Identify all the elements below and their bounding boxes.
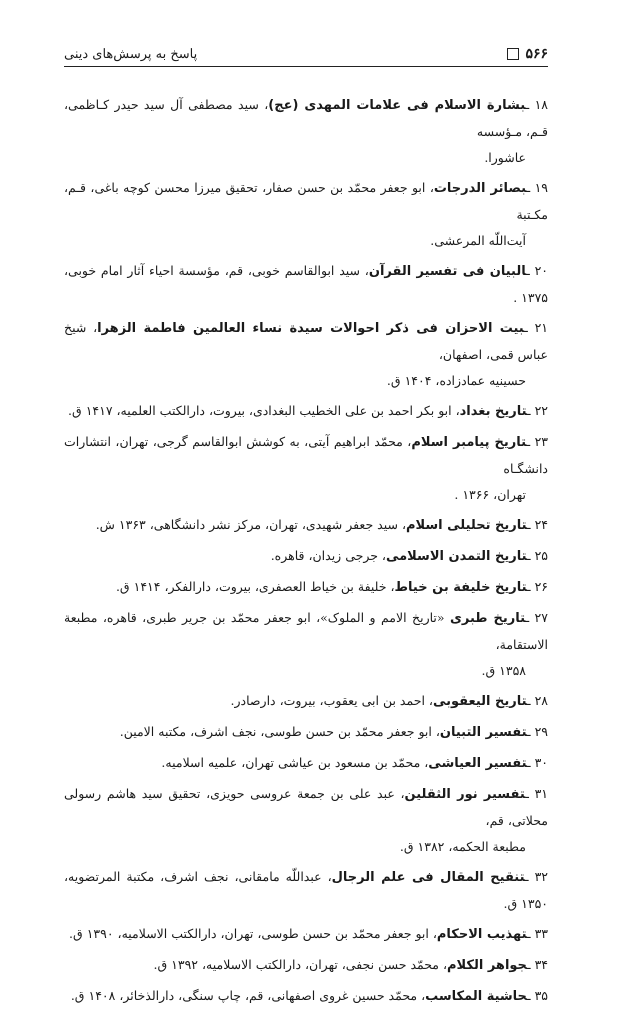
bibliography-entry <box>64 781 548 860</box>
entry-number: ۳۵ ـ <box>526 988 548 1003</box>
entry-details: ، سید جعفر شهیدی، تهران، مرکز نشر دانشگاهی، ۱۳۶۳ ش. <box>95 517 406 532</box>
entry-title: تاریخ التمدن الاسلامی <box>385 549 527 564</box>
bibliography-entry <box>64 983 548 1010</box>
entry-number: ۱۹ ـ <box>526 180 549 195</box>
entry-details: ، محمّد ابراهیم آیتی، به کوشش ابوالقاسم گرجی، تهران، انتشارات دانشگـاه <box>64 434 548 476</box>
entry-title: حاشیة المکاسب <box>425 989 527 1004</box>
bibliography-entry <box>64 864 548 917</box>
entry-title: تاریخ الیعقوبی <box>432 694 527 709</box>
bibliography-entry <box>64 952 548 979</box>
entry-title: البیان فی تفسیر القرآن <box>368 264 527 279</box>
entry-number: ۲۶ ـ <box>526 579 548 594</box>
entry-number: ۳۰ ـ <box>526 755 548 770</box>
entry-details: ، ابو جعفر محمّد بن حسن طوسی، تهران، دارالکتب الاسلامیه، ۱۳۹۰ ق. <box>69 926 437 941</box>
entry-continuation: ۱۳۵۸ ق. <box>481 663 526 678</box>
entry-details: ، عبد علی بن جمعة عروسی حویزی، تحقیق سید هاشم رسولی محلاتی، قم، <box>64 786 548 828</box>
entry-number: ۲۹ ـ <box>526 724 548 739</box>
entry-number: ۲۴ ـ <box>526 517 548 532</box>
bibliography-list <box>64 92 548 1014</box>
entry-title: تاریخ بغداد <box>459 404 527 419</box>
entry-title: تفسیر العیاشی <box>428 756 527 771</box>
entry-details: ، جرجی زیدان، قاهره. <box>270 548 386 563</box>
entry-number: ۲۲ ـ <box>526 403 548 418</box>
entry-number: ۱۸ ـ <box>525 97 548 112</box>
page-number-group <box>507 46 548 62</box>
entry-number: ۲۸ ـ <box>526 693 548 708</box>
running-title: پاسخ به پرسش‌های دینی <box>64 47 198 62</box>
entry-number: ۲۷ ـ <box>525 610 548 625</box>
entry-details: ، سید مصطفی آل سید حیدر کـاظمی، قـم، مـؤسسه <box>64 97 548 139</box>
entry-number: ۳۳ ـ <box>526 926 548 941</box>
bibliography-entry <box>64 175 548 254</box>
entry-title: تنقیح المقال فی علم الرجال <box>331 870 525 885</box>
bibliography-entry <box>64 315 548 394</box>
square-icon <box>507 48 519 60</box>
entry-title: بشارة الاسلام فی علامات المهدی (عج) <box>268 98 526 113</box>
entry-number: ۳۴ ـ <box>526 957 548 972</box>
bibliography-entry <box>64 921 548 948</box>
page-number: ۵۶۶ <box>525 46 548 62</box>
entry-continuation: عاشورا. <box>484 150 526 165</box>
bibliography-entry <box>64 543 548 570</box>
entry-continuation: حسینیه عمادزاده، ۱۴۰۴ ق. <box>386 373 526 388</box>
entry-details: ، احمد بن ابی یعقوب، بیروت، دارصادر. <box>230 693 433 708</box>
entry-number: ۳۱ ـ <box>525 786 548 801</box>
entry-number: ۲۱ ـ <box>524 320 549 335</box>
bibliography-entry <box>64 512 548 539</box>
entry-title: بصائر الدرجات <box>433 181 527 196</box>
bibliography-entry <box>64 688 548 715</box>
bibliography-entry <box>64 574 548 601</box>
entry-details: ، خلیفة بن خیاط العصفری، بیروت، دارالفکر، ۱۴۱۴ ق. <box>115 579 395 594</box>
entry-number: ۲۵ ـ <box>526 548 548 563</box>
entry-number: ۳۲ ـ <box>524 869 548 884</box>
bibliography-entry <box>64 605 548 684</box>
bibliography-entry <box>64 429 548 508</box>
entry-continuation: مطبعة الحکمه، ۱۳۸۲ ق. <box>399 839 526 854</box>
entry-title: تاریخ طبری <box>449 611 526 626</box>
entry-details: ، محمّد حسین غروی اصفهانی، قم، چاپ سنگی، دارالذخائر، ۱۴۰۸ ق. <box>70 988 426 1003</box>
entry-title: بیت الاحزان فی ذکر احوالات سیدة نساء العالمین فاطمة الزهرا <box>97 321 525 336</box>
entry-details: ، محمّد حسن نجفی، تهران، دارالکتب الاسلامیه، ۱۳۹۲ ق. <box>153 957 448 972</box>
entry-title: تاریخ پیامبر اسلام <box>411 435 527 450</box>
entry-title: جواهر الکلام <box>447 958 527 973</box>
entry-title: تاریخ خلیفة بن خیاط <box>394 580 527 595</box>
bibliography-entry <box>64 92 548 171</box>
entry-number: ۲۰ ـ <box>526 263 549 278</box>
entry-title: تهذیب الاحکام <box>436 927 527 942</box>
page-header <box>64 40 548 67</box>
entry-title: تاریخ تحلیلی اسلام <box>405 518 527 533</box>
bibliography-entry <box>64 719 548 746</box>
entry-details: ، شیخ عباس قمی، اصفهان، <box>64 320 548 362</box>
bibliography-entry <box>64 398 548 425</box>
entry-details: ، ابو جعفر محمّد بن حسن طوسی، نجف اشرف، مکتبه الامین. <box>119 724 440 739</box>
entry-details: ، سید ابوالقاسم خوبی، قم، مؤسسة احیاء آثار امام خوبی، ۱۳۷۵ . <box>64 263 548 305</box>
entry-continuation: آیت‌اللّه المرعشی. <box>430 233 526 248</box>
entry-continuation: تهران، ۱۳۶۶ . <box>454 487 526 502</box>
entry-details: ، ابو جعفر محمّد بن حسن صفار، تحقیق میرزا محسن کوچه باغی، قـم، مکـتبة <box>64 180 548 222</box>
entry-details: «تاریخ الامم و الملوک»، ابو جعفر محمّد بن جریر طبری، قاهره، مطبعة الاستقامة، <box>64 610 548 652</box>
bibliography-entry <box>64 258 548 311</box>
entry-details: ، محمّد بن مسعود بن عیاشی تهران، علمیه اسلامیه. <box>161 755 429 770</box>
bibliography-entry <box>64 750 548 777</box>
entry-details: ، ابو بکر احمد بن علی الخطیب البغدادی، بیروت، دارالکتب العلمیه، ۱۴۱۷ ق. <box>68 403 460 418</box>
entry-title: تفسیر التبیان <box>439 725 527 740</box>
entry-number: ۲۳ ـ <box>526 434 548 449</box>
entry-details: ، عبداللّه مامقانی، نجف اشرف، مکتبة المرتضویه، ۱۳۵۰ ق. <box>64 869 548 911</box>
entry-title: تفسیر نور الثقلین <box>404 787 526 802</box>
